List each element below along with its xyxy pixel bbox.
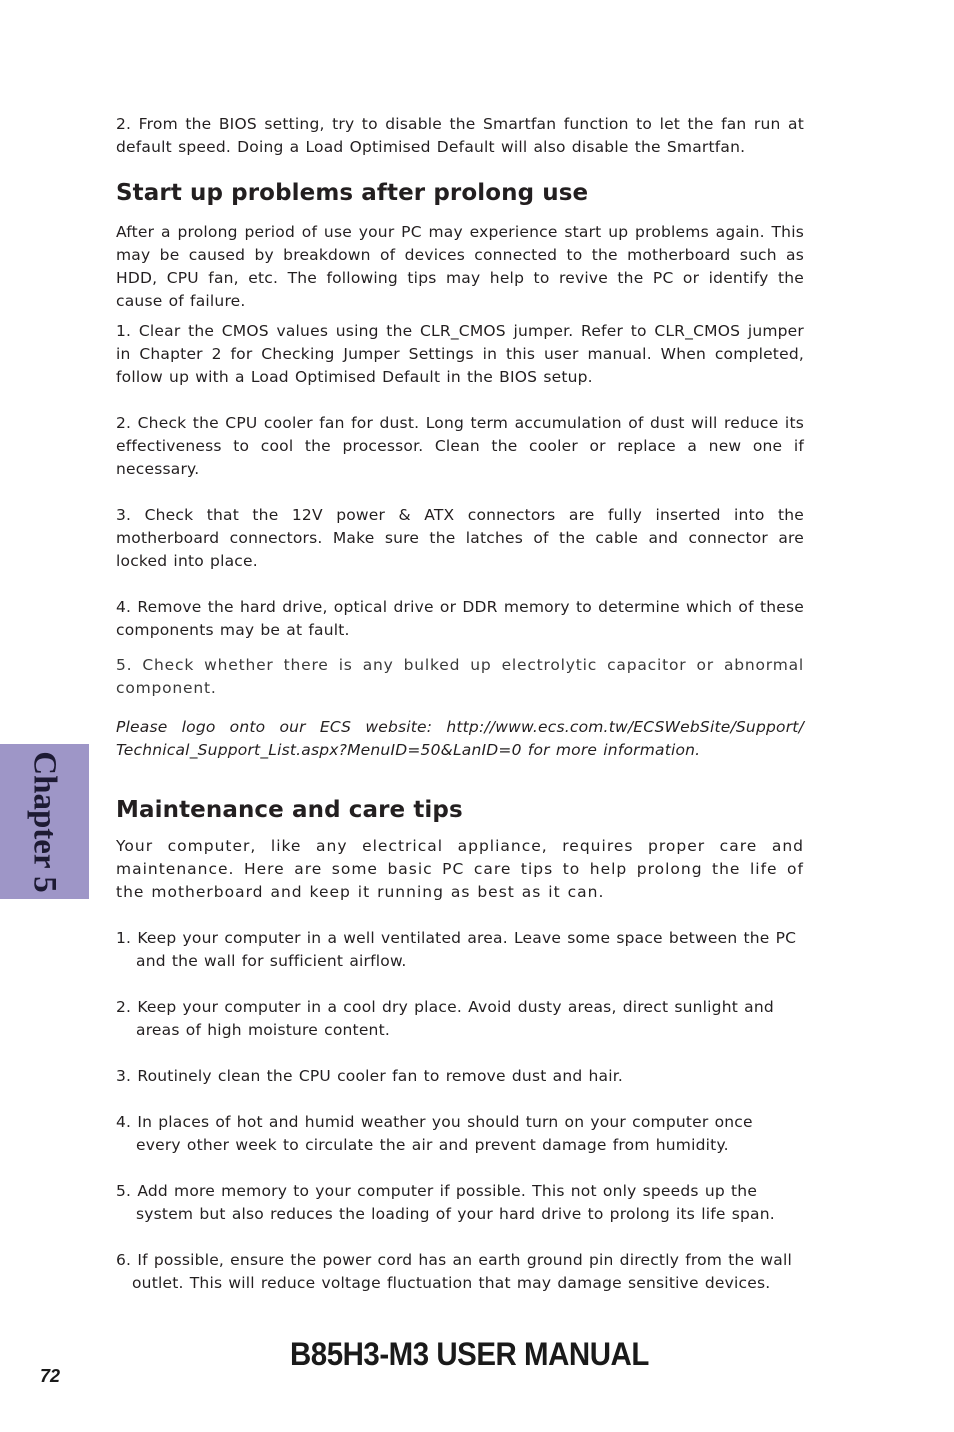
section2-intro: Your computer, like any electrical appliance, requires proper care and maintenance. Here are some basic PC care tips to help prolong the life of the motherboard and keep it running as best as it can. <box>116 837 804 901</box>
section1-intro: After a prolong period of use your PC may experience start up problems again. This may be caused by breakdown of devices connected to the motherboard such as HDD, CPU fan, etc. The following tips may help to revive the PC or identify the cause of failure. <box>116 223 804 310</box>
section1-item-1: 1. Clear the CMOS values using the CLR_CMOS jumper. Refer to CLR_CMOS jumper in Chapter 2 for Checking Jumper Settings in this user manual. When completed, follow up with a Load Optimised Default in the BIOS setup. <box>116 322 804 386</box>
section1-item-2: 2. Check the CPU cooler fan for dust. Long term accumulation of dust will reduce its effectiveness to cool the processor. Clean the cooler or replace a new one if necessary. <box>116 414 804 478</box>
section1-item-3: 3. Check that the 12V power & ATX connectors are fully inserted into the motherboard connectors. Make sure the latches of the cable and connector are locked into place. <box>116 506 804 570</box>
section2-item-5: 5. Add more memory to your computer if possible. This not only speeds up the system but also reduces the loading of your hard drive to prolong its life span. <box>116 1182 775 1223</box>
section2-item-4: 4. In places of hot and humid weather you should turn on your computer once every other week to circulate the air and prevent damage from humidity. <box>116 1113 753 1154</box>
manual-title: B85H3-M3 USER MANUAL <box>290 1336 649 1372</box>
support-website-note: Please logo onto our ECS website: http://www.ecs.com.tw/ECSWebSite/Support/ Technical_Support_List.aspx?MenuID=50&LanID=0 for more information. <box>116 718 804 759</box>
page-number: 72 <box>40 1366 61 1386</box>
page-content <box>116 113 804 1295</box>
section-heading-startup-problems: Start up problems after prolong use <box>116 180 589 206</box>
section2-item-2: 2. Keep your computer in a cool dry place. Avoid dusty areas, direct sunlight and areas of high moisture content. <box>116 998 774 1039</box>
chapter-label: Chapter 5 <box>26 751 63 893</box>
section2-item-1: 1. Keep your computer in a well ventilated area. Leave some space between the PC and the wall for sufficient airflow. <box>116 929 797 970</box>
section2-item-6: 6. If possible, ensure the power cord has an earth ground pin directly from the wall outlet. This will reduce voltage fluctuation that may damage sensitive devices. <box>116 1251 792 1292</box>
section1-item-4: 4. Remove the hard drive, optical drive or DDR memory to determine which of these components may be at fault. <box>116 598 804 639</box>
section-heading-maintenance: Maintenance and care tips <box>116 797 463 823</box>
section1-item-5: 5. Check whether there is any bulked up electrolytic capacitor or abnormal component. <box>116 656 804 697</box>
paragraph-bios-smartfan: 2. From the BIOS setting, try to disable the Smartfan function to let the fan run at default speed. Doing a Load Optimised Default will also disable the Smartfan. <box>116 115 804 156</box>
section2-item-3: 3. Routinely clean the CPU cooler fan to remove dust and hair. <box>116 1067 624 1085</box>
